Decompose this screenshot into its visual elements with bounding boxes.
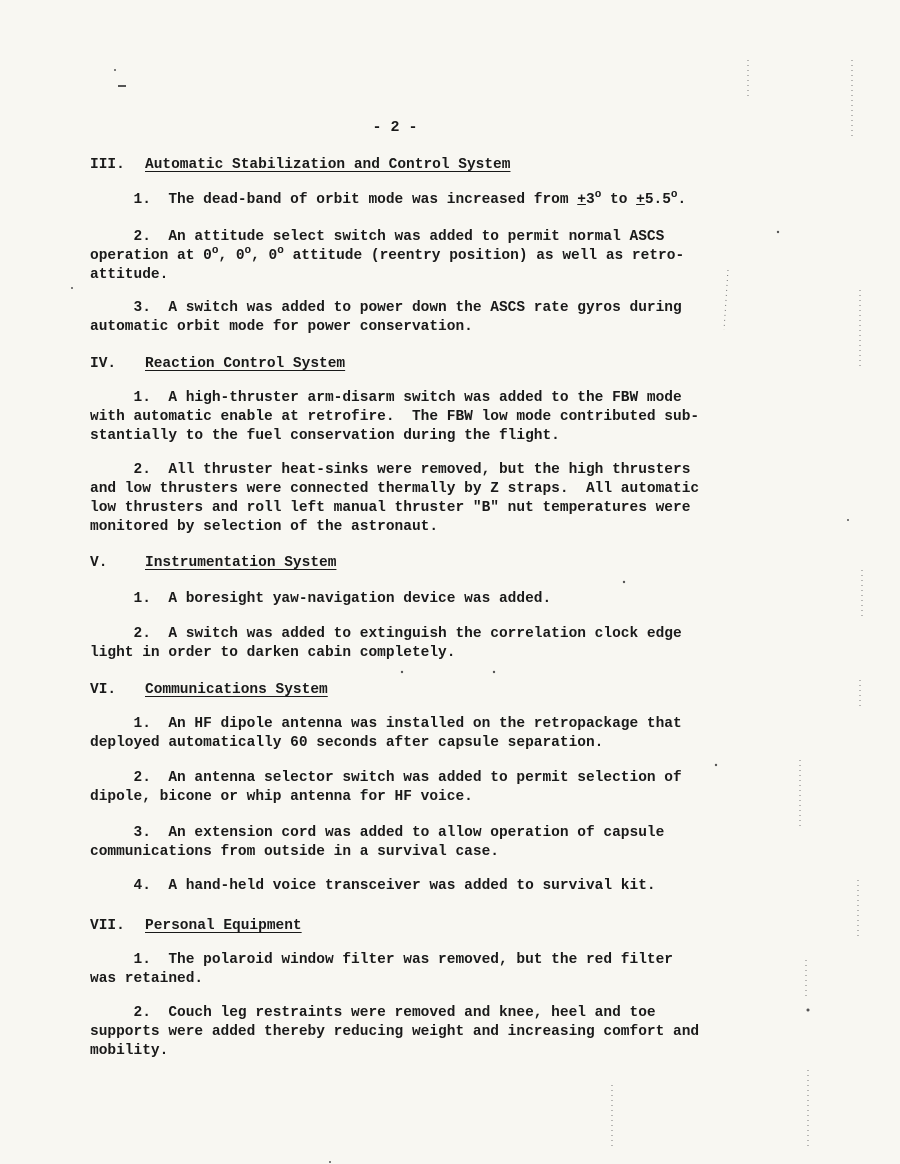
section-heading-5 (90, 555, 336, 571)
section-heading-3 (90, 157, 510, 173)
paragraph-6-2: 2. An antenna selector switch was added to permit selection of dipole, bicone or whip antenna for HF voice. (90, 770, 682, 805)
paragraph-5-2: 2. A switch was added to extinguish the correlation clock edge light in order to darken cabin completely. (90, 626, 682, 661)
paragraph-7-1: 1. The polaroid window filter was removed, but the red filter was retained. (90, 952, 673, 987)
section-title: Automatic Stabilization and Control System (145, 157, 511, 173)
section-title: Instrumentation System (145, 555, 337, 571)
section-title: Personal Equipment (145, 918, 302, 934)
paragraph-4-1: 1. A high-thruster arm-disarm switch was added to the FBW mode with automatic enable at retrofire. The FBW low mode contributed sub- stantially to the fuel conservation during the flight. (90, 390, 700, 444)
paragraph-6-4: 4. A hand-held voice transceiver was added to survival kit. (90, 878, 656, 894)
section-heading-6 (90, 682, 328, 698)
section-numeral: V. (90, 555, 108, 571)
section-numeral: VI. (90, 682, 117, 698)
section-numeral: IV. (90, 356, 117, 372)
paragraph-7-2: 2. Couch leg restraints were removed and knee, heel and toe supports were added thereby reducing weight and increasing comfort and mobility. (90, 1005, 700, 1059)
section-numeral: VII. (90, 918, 125, 934)
paragraph-6-3: 3. An extension cord was added to allow operation of capsule communications from outside in a survival case. (90, 825, 665, 860)
paragraph-3-1: 1. The dead-band of orbit mode was increased from $+3^o$ to $+5.5^o$. (90, 189, 687, 208)
section-title: Reaction Control System (145, 356, 346, 372)
paragraph-3-3: 3. A switch was added to power down the ASCS rate gyros during automatic orbit mode for power conservation. (90, 300, 682, 335)
section-numeral: III. (90, 157, 125, 173)
section-heading-7 (90, 918, 302, 934)
paragraph-6-1: 1. An HF dipole antenna was installed on the retropackage that deployed automatically 60 seconds after capsule separation. (90, 716, 682, 751)
page-number: - 2 - (372, 119, 418, 136)
section-heading-4 (90, 356, 345, 372)
paragraph-4-2: 2. All thruster heat-sinks were removed, but the high thrusters and low thrusters were connected thermally by Z straps. All automatic low thrusters and roll left manual thruster "B" nut temperatures were monitored by selection of the astronaut. (90, 462, 700, 535)
paragraph-5-1: 1. A boresight yaw-navigation device was added. (90, 591, 552, 607)
paragraph-3-2: 2. An attitude select switch was added to permit normal ASCS operation at 0$^o$, 0$^o$, 0$^o$ attitude (reentry position) as well as retro- attitude. (90, 229, 685, 283)
section-title: Communications System (145, 682, 328, 698)
